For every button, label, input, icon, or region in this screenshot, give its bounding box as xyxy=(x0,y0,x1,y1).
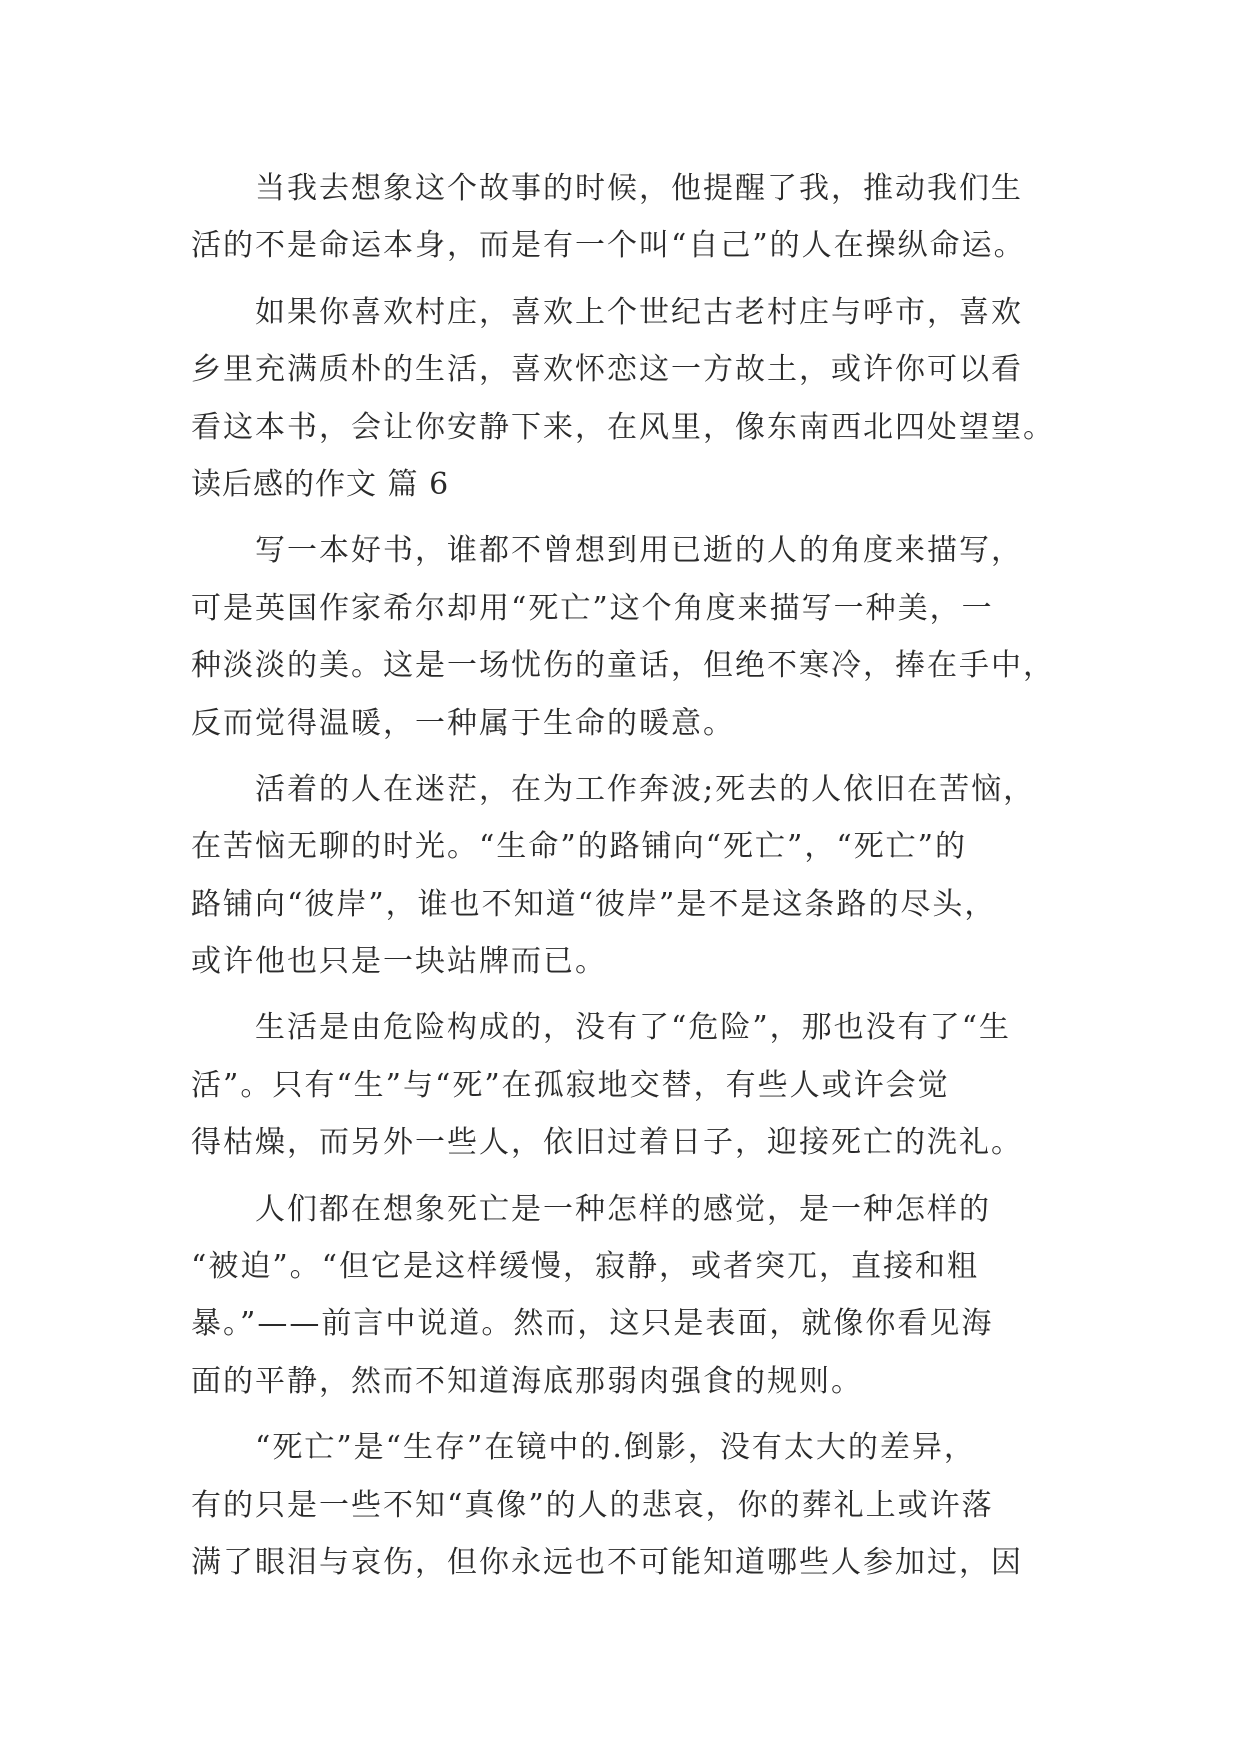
paragraph-line: 活着的人在迷茫，在为工作奔波;死去的人依旧在苦恼， xyxy=(255,771,1036,807)
paragraph-line: 有的只是一些不知“真像”的人的悲哀，你的葬礼上或许落 xyxy=(191,1487,994,1523)
paragraph-line: 暴。”——前言中说道。然而，这只是表面，就像你看见海 xyxy=(191,1306,994,1342)
paragraph-line: 得枯燥，而另外一些人，依旧过着日子，迎接死亡的洗礼。 xyxy=(191,1125,1023,1161)
document-body xyxy=(191,160,1071,1591)
paragraph-line: 乡里充满质朴的生活，喜欢怀恋这一方故土，或许你可以看 xyxy=(191,352,1023,388)
paragraph-line: 或许他也只是一块站牌而已。 xyxy=(191,944,607,980)
paragraph-line: 种淡淡的美。这是一场忧伤的童话，但绝不寒冷，捧在手中， xyxy=(191,648,1055,684)
paragraph-line: 看这本书，会让你安静下来，在风里，像东南西北四处望望。 xyxy=(191,409,1055,445)
paragraph-line: 可是英国作家希尔却用“死亡”这个角度来描写一种美，一 xyxy=(191,590,994,626)
paragraph-line: 人们都在想象死亡是一种怎样的感觉，是一种怎样的 xyxy=(255,1191,991,1227)
paragraph-line: “死亡”是“生存”在镜中的.倒影，没有太大的差异， xyxy=(255,1430,976,1466)
paragraph-line: 在苦恼无聊的时光。“生命”的路铺向“死亡”，“死亡”的 xyxy=(191,829,968,865)
paragraph-line: 面的平静，然而不知道海底那弱肉强食的规则。 xyxy=(191,1363,863,1399)
section-heading: 读后感的作文 篇 6 xyxy=(191,466,450,502)
paragraph-line: 如果你喜欢村庄，喜欢上个世纪古老村庄与呼市，喜欢 xyxy=(255,294,1023,330)
paragraph-line: 活”。只有“生”与“死”在孤寂地交替，有些人或许会觉 xyxy=(191,1067,950,1103)
paragraph-line: “被迫”。“但它是这样缓慢，寂静，或者突兀，直接和粗 xyxy=(191,1249,980,1285)
paragraph-line: 当我去想象这个故事的时候，他提醒了我，推动我们生 xyxy=(255,171,1023,206)
paragraph-line: 满了眼泪与哀伤，但你永远也不可能知道哪些人参加过，因 xyxy=(191,1544,1023,1580)
paragraph-line: 路铺向“彼岸”，谁也不知道“彼岸”是不是这条路的尽头， xyxy=(191,886,997,922)
paragraph-line: 反而觉得温暖，一种属于生命的暖意。 xyxy=(191,705,735,741)
paragraph-line: 写一本好书，谁都不曾想到用已逝的人的角度来描写， xyxy=(255,533,1023,569)
paragraph-line: 生活是由危险构成的，没有了“危险”，那也没有了“生 xyxy=(255,1010,1012,1046)
paragraph-line: 活的不是命运本身，而是有一个叫“自己”的人在操纵命运。 xyxy=(191,228,1026,264)
